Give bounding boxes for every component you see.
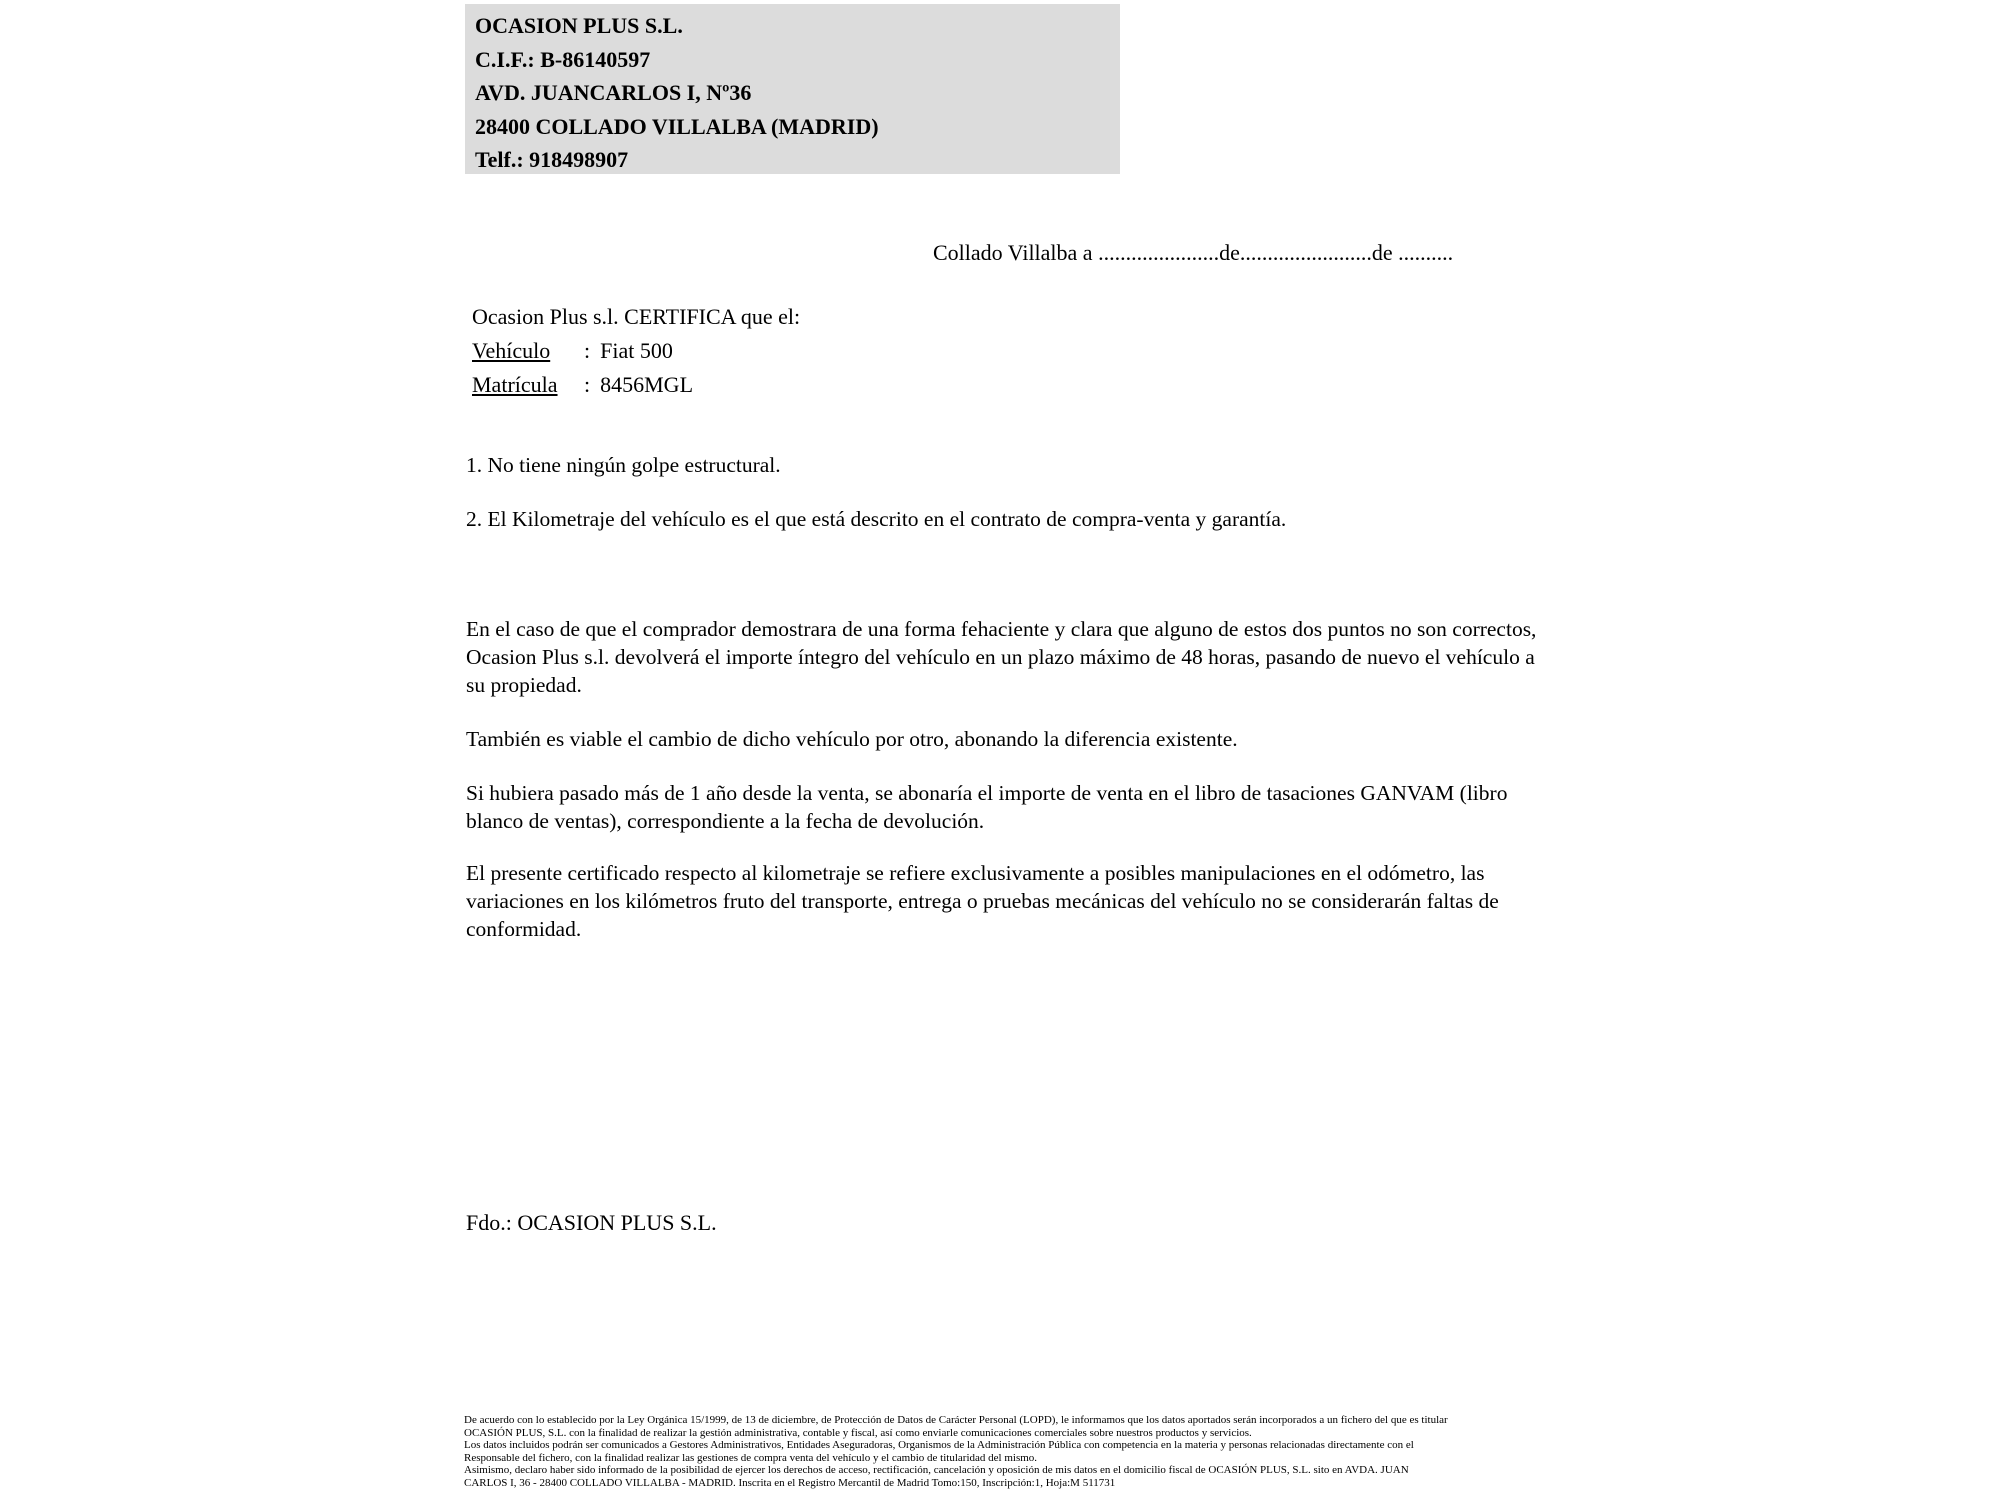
- company-city: 28400 COLLADO VILLALBA (MADRID): [475, 113, 879, 139]
- vehicle-label: Vehículo: [472, 338, 551, 363]
- signature-line: Fdo.: OCASION PLUS S.L.: [466, 1210, 717, 1235]
- vehicle-value: Fiat 500: [600, 338, 673, 363]
- plate-field: [472, 368, 800, 402]
- company-name: OCASION PLUS S.L.: [475, 13, 683, 38]
- paragraph-ganvam-valuation: Si hubiera pasado más de 1 año desde la venta, se abonaría el importe de venta en el libro de tasaciones GANVAM (libro blanco de ventas), correspondiente a la fecha de devolución.: [466, 781, 1508, 833]
- company-cif: C.I.F.: B-86140597: [475, 46, 651, 72]
- company-header-box: [465, 4, 1120, 174]
- legal-footer: [464, 1414, 1564, 1490]
- company-phone: Telf.: 918498907: [475, 147, 629, 172]
- date-fill-in-line: Collado Villalba a ......................de........................de ..........: [933, 240, 1454, 265]
- legal-footer-line: OCASIÓN PLUS, S.L. con la finalidad de realizar la gestión administrativa, contable y fiscal, así como enviarle comunicaciones comerciales sobre nuestros productos y servicios.: [464, 1426, 1252, 1439]
- legal-footer-line: Los datos incluidos podrán ser comunicados a Gestores Administrativos, Entidades Aseguradoras, Organismos de la Administración Pública con competencia en la materia y personas relacionadas directamente con el: [464, 1439, 1414, 1452]
- paragraph-exchange-option: También es viable el cambio de dicho vehículo por otro, abonando la diferencia existente.: [466, 727, 1238, 751]
- vehicle-separator: :: [584, 338, 591, 363]
- certify-intro-text: Ocasion Plus s.l. CERTIFICA que el:: [472, 304, 801, 329]
- legal-footer-line: De acuerdo con lo establecido por la Ley Orgánica 15/1999, de 13 de diciembre, de Protección de Datos de Carácter Personal (LOPD), le informamos que los datos aportados serán incorporados a un fichero del que es titular: [464, 1414, 1448, 1426]
- plate-label: Matrícula: [472, 372, 558, 397]
- paragraph-refund-condition: En el caso de que el comprador demostrara de una forma fehaciente y clara que alguno de estos dos puntos no son correctos, Ocasion Plus s.l. devolverá el importe íntegro del vehículo en un plazo máximo de 48 horas, pasando de nuevo el vehículo a su propiedad.: [466, 617, 1537, 697]
- vehicle-field: [472, 334, 800, 368]
- plate-value: 8456MGL: [600, 372, 694, 397]
- legal-footer-line: CARLOS I, 36 - 28400 COLLADO VILLALBA - MADRID. Inscrita en el Registro Mercantil de Madrid Tomo:150, Inscripción:1, Hoja:M 511731: [464, 1476, 1116, 1489]
- legal-footer-line: Responsable del fichero, con la finalidad realizar las gestiones de compra venta del vehículo y el cambio de titularidad del mismo.: [464, 1451, 1038, 1464]
- clause-2: 2. El Kilometraje del vehículo es el que está descrito en el contrato de compra-venta y garantía.: [466, 507, 1287, 531]
- legal-footer-line: Asimismo, declaro haber sido informado de la posibilidad de ejercer los derechos de acceso, rectificación, cancelación y oposición de mis datos en el domicilio fiscal de OCASIÓN PLUS, S.L. sito en AVDA. JUAN: [464, 1464, 1409, 1477]
- paragraph-odometer-scope: El presente certificado respecto al kilometraje se refiere exclusivamente a posibles manipulaciones en el odómetro, las variaciones en los kilómetros fruto del transporte, entrega o pruebas mecánicas del vehículo no se considerarán faltas de conformidad.: [466, 861, 1499, 941]
- plate-separator: :: [584, 372, 591, 397]
- company-address: AVD. JUANCARLOS I, Nº36: [475, 80, 752, 105]
- certification-block: [472, 300, 800, 402]
- clause-1: 1. No tiene ningún golpe estructural.: [466, 453, 781, 477]
